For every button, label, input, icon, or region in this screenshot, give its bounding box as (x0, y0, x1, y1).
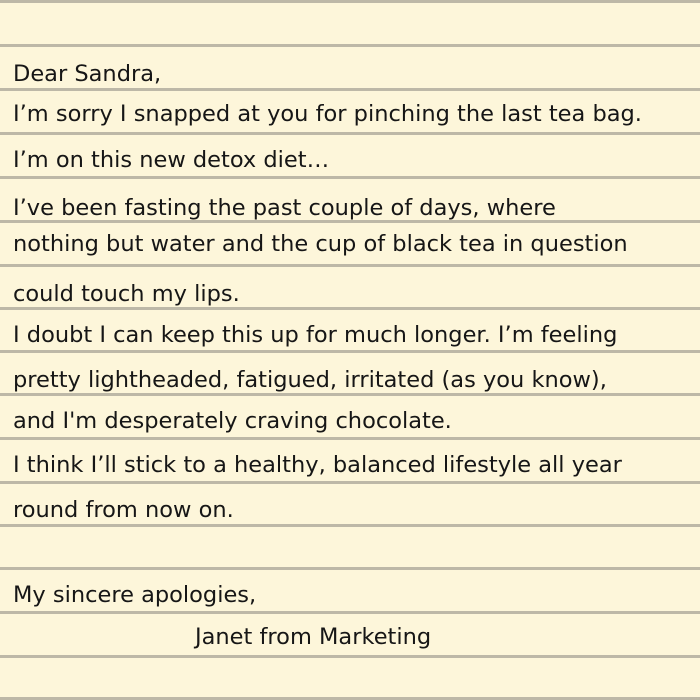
ruled-line (0, 437, 700, 440)
letter-body-line: pretty lightheaded, fatigued, irritated (as you know), (13, 367, 607, 393)
ruled-line (0, 611, 700, 614)
ruled-line (0, 44, 700, 47)
letter-closing: My sincere apologies, (13, 582, 257, 608)
letter-body-line: I doubt I can keep this up for much longer. I’m feeling (13, 322, 618, 348)
letter-body-line: could touch my lips. (13, 281, 240, 307)
ruled-line (0, 176, 700, 179)
letter-body-line: I’m sorry I snapped at you for pinching the last tea bag. (13, 101, 642, 127)
ruled-line (0, 307, 700, 310)
ruled-line (0, 88, 700, 91)
ruled-line (0, 655, 700, 658)
ruled-line (0, 264, 700, 267)
ruled-line (0, 132, 700, 135)
ruled-line (0, 0, 700, 3)
letter-body-line: nothing but water and the cup of black tea in question (13, 231, 628, 257)
letter-body-line: round from now on. (13, 497, 234, 523)
ruled-line (0, 524, 700, 527)
ruled-line (0, 567, 700, 570)
ruled-line (0, 481, 700, 484)
ruled-line (0, 350, 700, 353)
letter-body-line: I’ve been fasting the past couple of days, where (13, 195, 556, 221)
letter-body-line: and I'm desperately craving chocolate. (13, 408, 452, 434)
letter-body-line: I’m on this new detox diet… (13, 147, 330, 173)
letter-signature: Janet from Marketing (195, 624, 432, 650)
letter-body-line: I think I’ll stick to a healthy, balanced lifestyle all year (13, 452, 622, 478)
letter-greeting: Dear Sandra, (13, 61, 162, 87)
ruled-line (0, 393, 700, 396)
